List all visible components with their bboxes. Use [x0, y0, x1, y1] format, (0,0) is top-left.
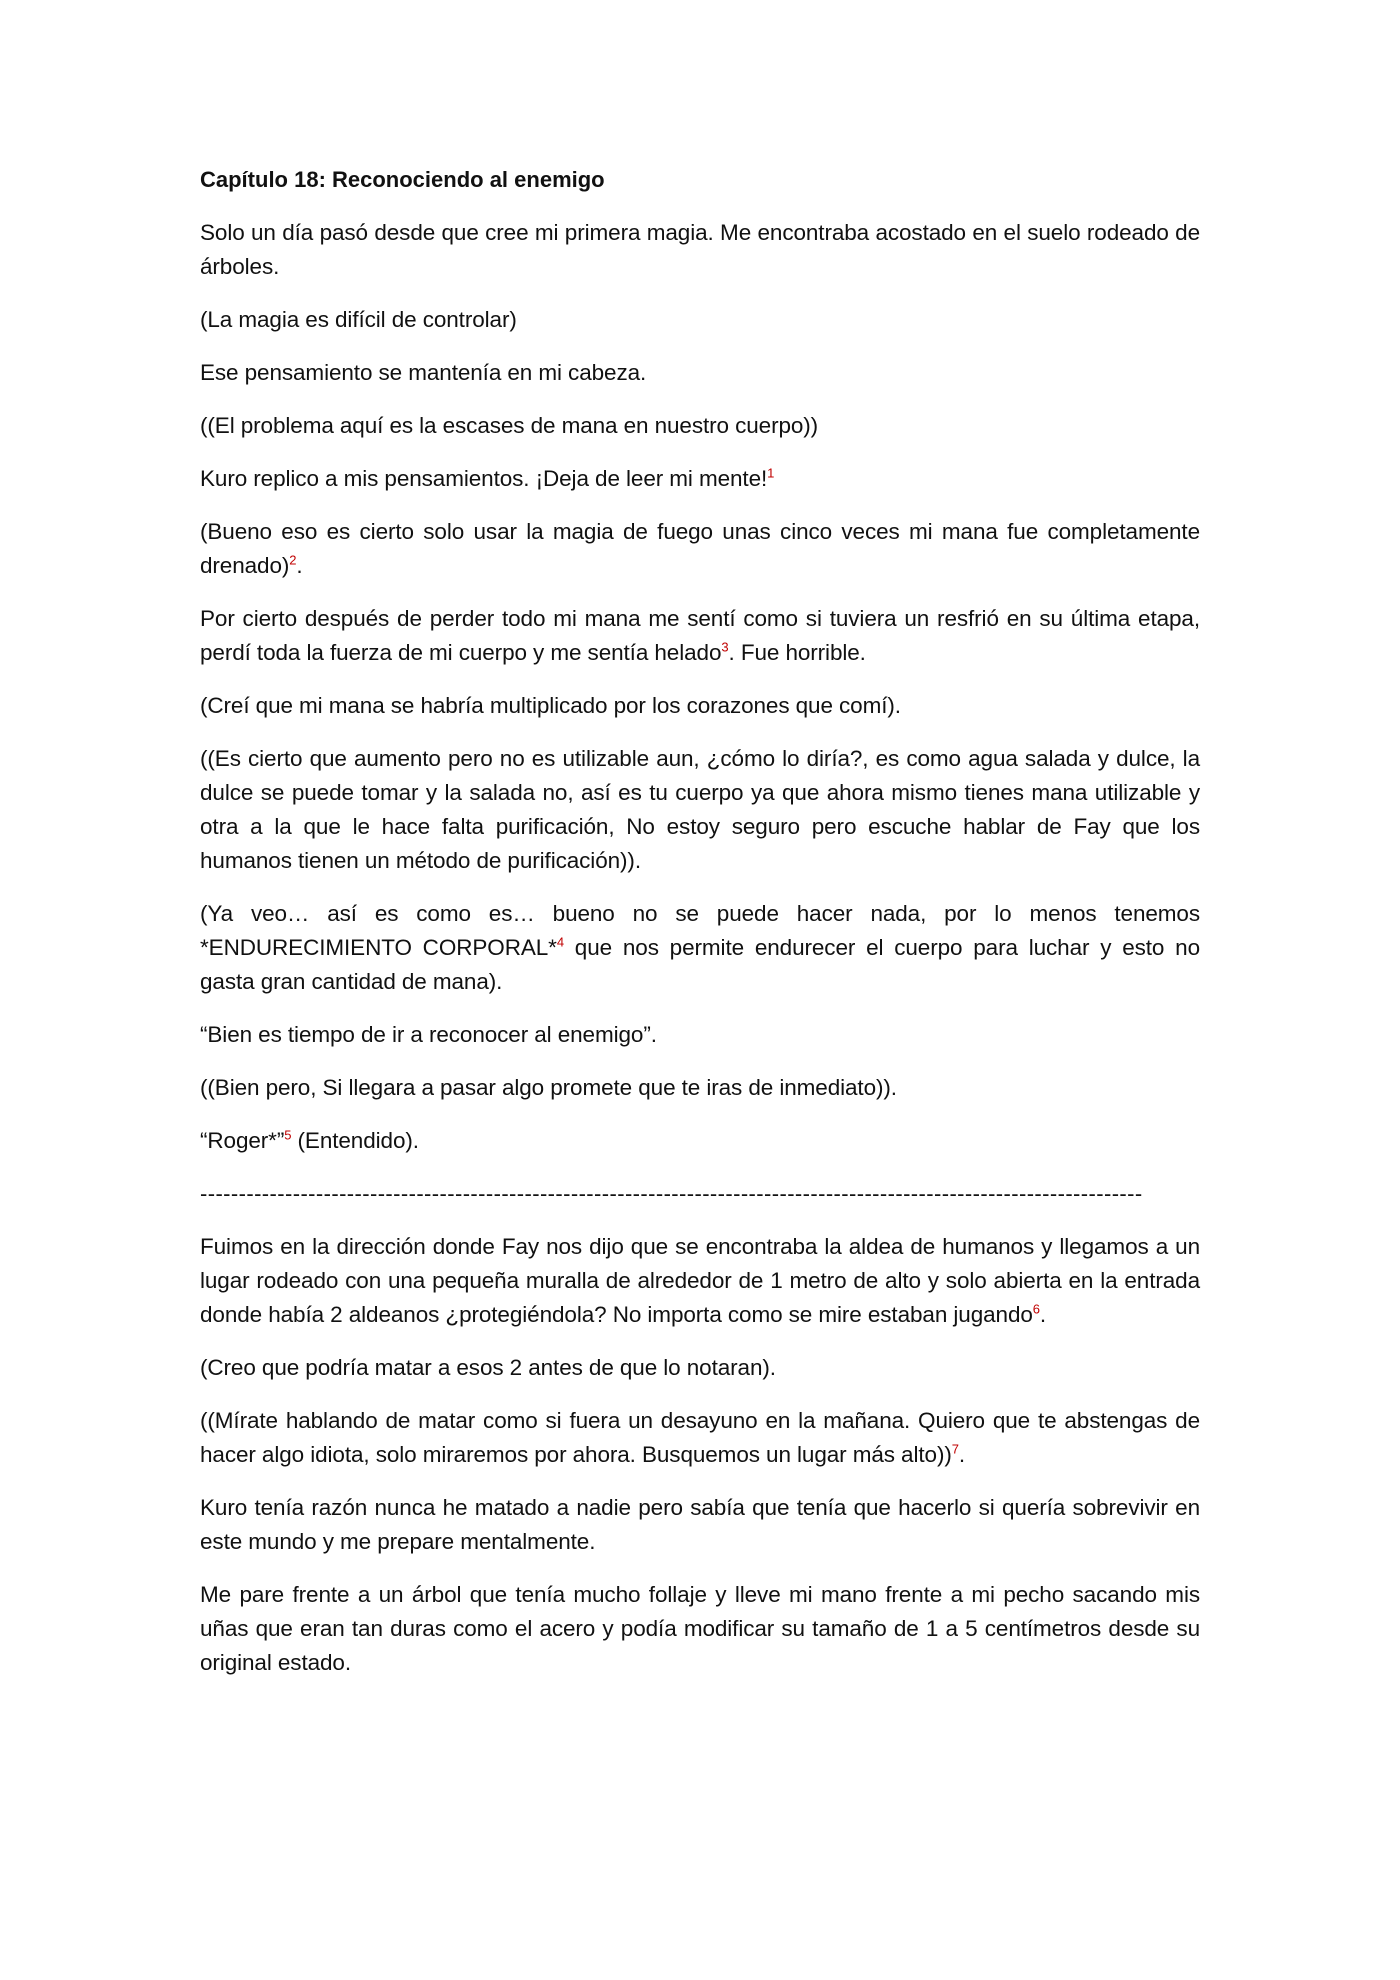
paragraph: ((Bien pero, Si llegara a pasar algo promete que te iras de inmediato)).	[200, 1075, 897, 1100]
paragraph-text: (Bueno eso es cierto solo usar la magia de fuego unas cinco veces mi mana fue completamente drenado)	[200, 519, 1200, 578]
footnote-marker[interactable]: 6	[1032, 1301, 1040, 1317]
footnote-marker[interactable]: 3	[721, 639, 729, 655]
paragraph-text: que nos permite endurecer el cuerpo para luchar y esto no gasta gran cantidad de mana).	[200, 935, 1200, 994]
document-page	[200, 163, 1200, 1699]
paragraph: (La magia es difícil de controlar)	[200, 307, 517, 332]
paragraph-text: .	[958, 1442, 966, 1467]
paragraph: Ese pensamiento se mantenía en mi cabeza.	[200, 360, 647, 385]
paragraph: Solo un día pasó desde que cree mi primera magia. Me encontraba acostado en el suelo rodeado de árboles.	[200, 220, 1200, 279]
paragraph-text: Por cierto después de perder todo mi mana me sentí como si tuviera un resfrió en su última etapa, perdí toda la fuerza de mi cuerpo y me sentía helado	[200, 606, 1200, 665]
paragraph-text: (Ya veo… así es como es… bueno no se puede hacer nada, por lo menos tenemos *ENDURECIMIENTO CORPORAL*	[200, 901, 1200, 960]
paragraph-text: (Entendido).	[291, 1128, 419, 1153]
section-separator: --------------------------------------------------------------------------------------------------------------------------	[200, 1181, 1143, 1206]
footnote-marker[interactable]: 5	[284, 1127, 292, 1143]
paragraph: ((Es cierto que aumento pero no es utilizable aun, ¿cómo lo diría?, es como agua salada y dulce, la dulce se puede tomar y la salada no, así es tu cuerpo ya que ahora mismo tienes mana utilizable y otra a la que le hace falta purificación, No estoy seguro pero escuche hablar de Fay que los humanos tienen un método de purificación)).	[200, 746, 1200, 873]
footnote-marker[interactable]: 1	[767, 465, 775, 481]
paragraph-text: ((Mírate hablando de matar como si fuera un desayuno en la mañana. Quiero que te abstengas de hacer algo idiota, solo miraremos por ahora. Busquemos un lugar más alto))	[200, 1408, 1200, 1467]
footnote-marker[interactable]: 4	[556, 934, 564, 950]
paragraph: “Bien es tiempo de ir a reconocer al enemigo”.	[200, 1022, 657, 1047]
paragraph-text: Kuro replico a mis pensamientos. ¡Deja de leer mi mente!	[200, 466, 768, 491]
paragraph-text: .	[296, 553, 303, 578]
chapter-title: Capítulo 18: Reconociendo al enemigo	[200, 167, 605, 192]
paragraph: (Creí que mi mana se habría multiplicado por los corazones que comí).	[200, 693, 901, 718]
paragraph-text: “Roger*”	[200, 1128, 285, 1153]
paragraph-text: .	[1039, 1302, 1047, 1327]
paragraph: Me pare frente a un árbol que tenía mucho follaje y lleve mi mano frente a mi pecho sacando mis uñas que eran tan duras como el acero y podía modificar su tamaño de 1 a 5 centímetros desde su original estado.	[200, 1582, 1200, 1675]
paragraph	[200, 602, 1200, 670]
paragraph-text: Fuimos en la dirección donde Fay nos dijo que se encontraba la aldea de humanos y llegamos a un lugar rodeado con una pequeña muralla de alrededor de 1 metro de alto y solo abierta en la entrada donde había 2 aldeanos ¿protegiéndola? No importa como se mire estaban jugando	[200, 1234, 1200, 1327]
footnote-marker[interactable]: 7	[951, 1441, 959, 1457]
paragraph-text: . Fue horrible.	[728, 640, 866, 665]
footnote-marker[interactable]: 2	[289, 552, 297, 568]
paragraph: ((El problema aquí es la escases de mana en nuestro cuerpo))	[200, 413, 819, 438]
paragraph	[200, 1404, 1200, 1472]
paragraph: Kuro tenía razón nunca he matado a nadie pero sabía que tenía que hacerlo si quería sobrevivir en este mundo y me prepare mentalmente.	[200, 1495, 1200, 1554]
paragraph: (Creo que podría matar a esos 2 antes de que lo notaran).	[200, 1355, 776, 1380]
paragraph	[200, 1230, 1200, 1332]
paragraph	[200, 897, 1200, 999]
paragraph	[200, 1124, 1200, 1158]
paragraph	[200, 515, 1200, 583]
paragraph	[200, 462, 1200, 496]
